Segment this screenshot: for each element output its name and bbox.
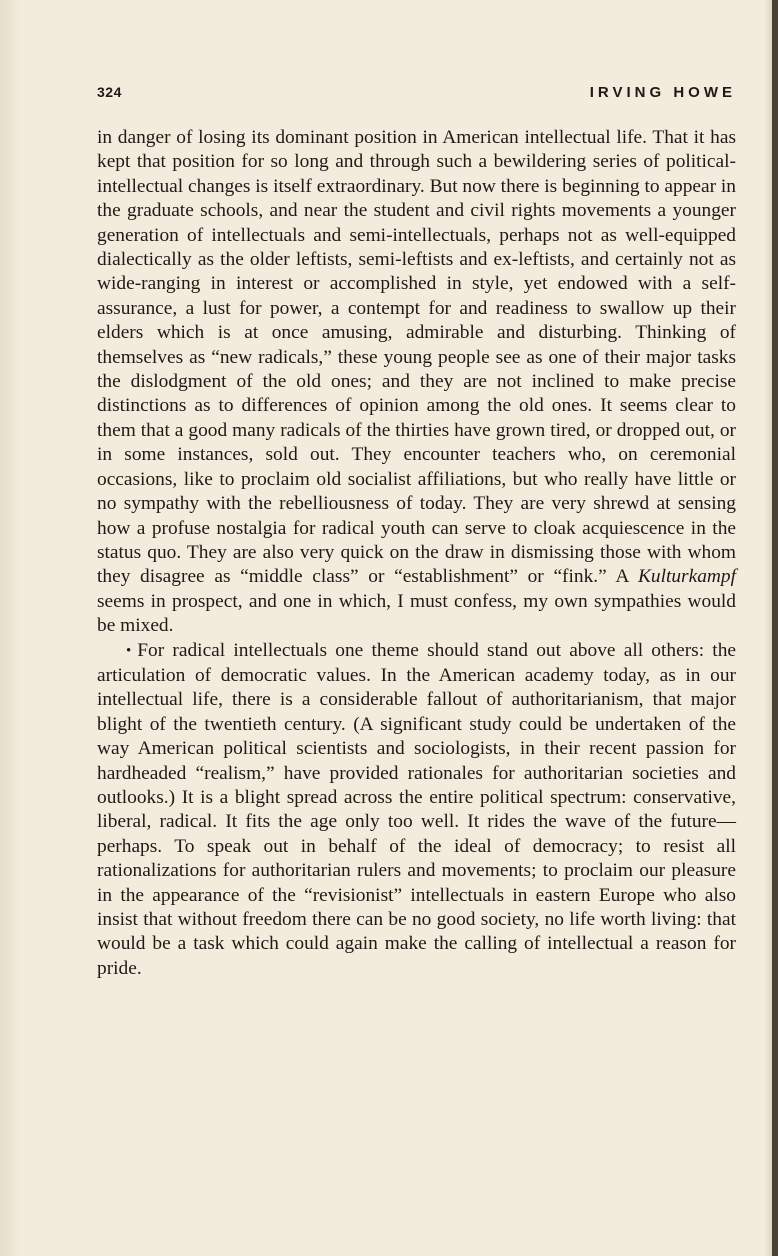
page-number: 324 (97, 84, 122, 100)
italic-term: Kulturkampf (637, 566, 736, 588)
paragraph (97, 126, 736, 639)
paragraph (97, 639, 736, 982)
paragraph-text: in danger of losing its dominant position in American intellectual life. That it has kept that position for so long and through such a bewildering series of political-intellectual changes is itself extraordinary. But now there is beginning to appear in the graduate schools, and near the student and civil rights movements a younger generation of intellectuals and semi-intellectuals, perhaps not as well-equipped dialectically as the older leftists, semi-leftists and ex-leftists, and certainly not as wide-ranging in interest or accomplished in style, yet endowed with a self-assurance, a lust for power, a contempt for and readiness to swallow up their elders which is at once amusing, admirable and disturbing. Thinking of themselves as “new radicals,” these young people see as one of their major tasks the dislodgment of the old ones; and they are not inclined to make precise distinctions as to differences of opinion among the old ones. It seems clear to them that a good many radicals of the thirties have grown tired, or dropped out, or in some instances, sold out. They encounter teachers who, on ceremonial occasions, like to proclaim old socialist affiliations, but who really have little or no sympathy with the rebelliousness of today. They are very shrewd at sensing how a profuse nostalgia for radical youth can serve to cloak acquiescence in the status quo. They are also very quick on the draw in dismissing those with whom they disagree as “middle class” or “establishment” or “fink.” A (97, 127, 736, 588)
paragraph-text-end: seems in prospect, and one in which, I must confess, my own sympathies would be mixed. (97, 590, 736, 637)
body-text (97, 126, 736, 981)
bullet-icon: • (126, 642, 132, 659)
paragraph-text: For radical intellectuals one theme should stand out above all others: the articulation of democratic values. In the American academy today, as in our intellectual life, there is a considerable fallout of authoritarianism, that major blight of the twentieth century. (A significant study could be undertaken of the way American political scientists and sociologists, in their recent passion for hardheaded “realism,” have provided rationales for authoritarian societies and outlooks.) It is a blight spread across the entire political spectrum: conservative, liberal, radical. It fits the age only too well. It rides the wave of the future—perhaps. To speak out in behalf of the ideal of democracy; to resist all rationalizations for authoritarian rulers and movements; to proclaim our pleasure in the appearance of the “revisionist” intellectuals in eastern Europe who also insist that without freedom there can be no good society, no life worth living: that would be a task which could again make the calling of intellectual a reason for pride. (97, 639, 736, 979)
running-head-author: IRVING HOWE (589, 84, 736, 101)
page-edge-shadow (772, 0, 778, 1256)
running-head (97, 84, 736, 106)
